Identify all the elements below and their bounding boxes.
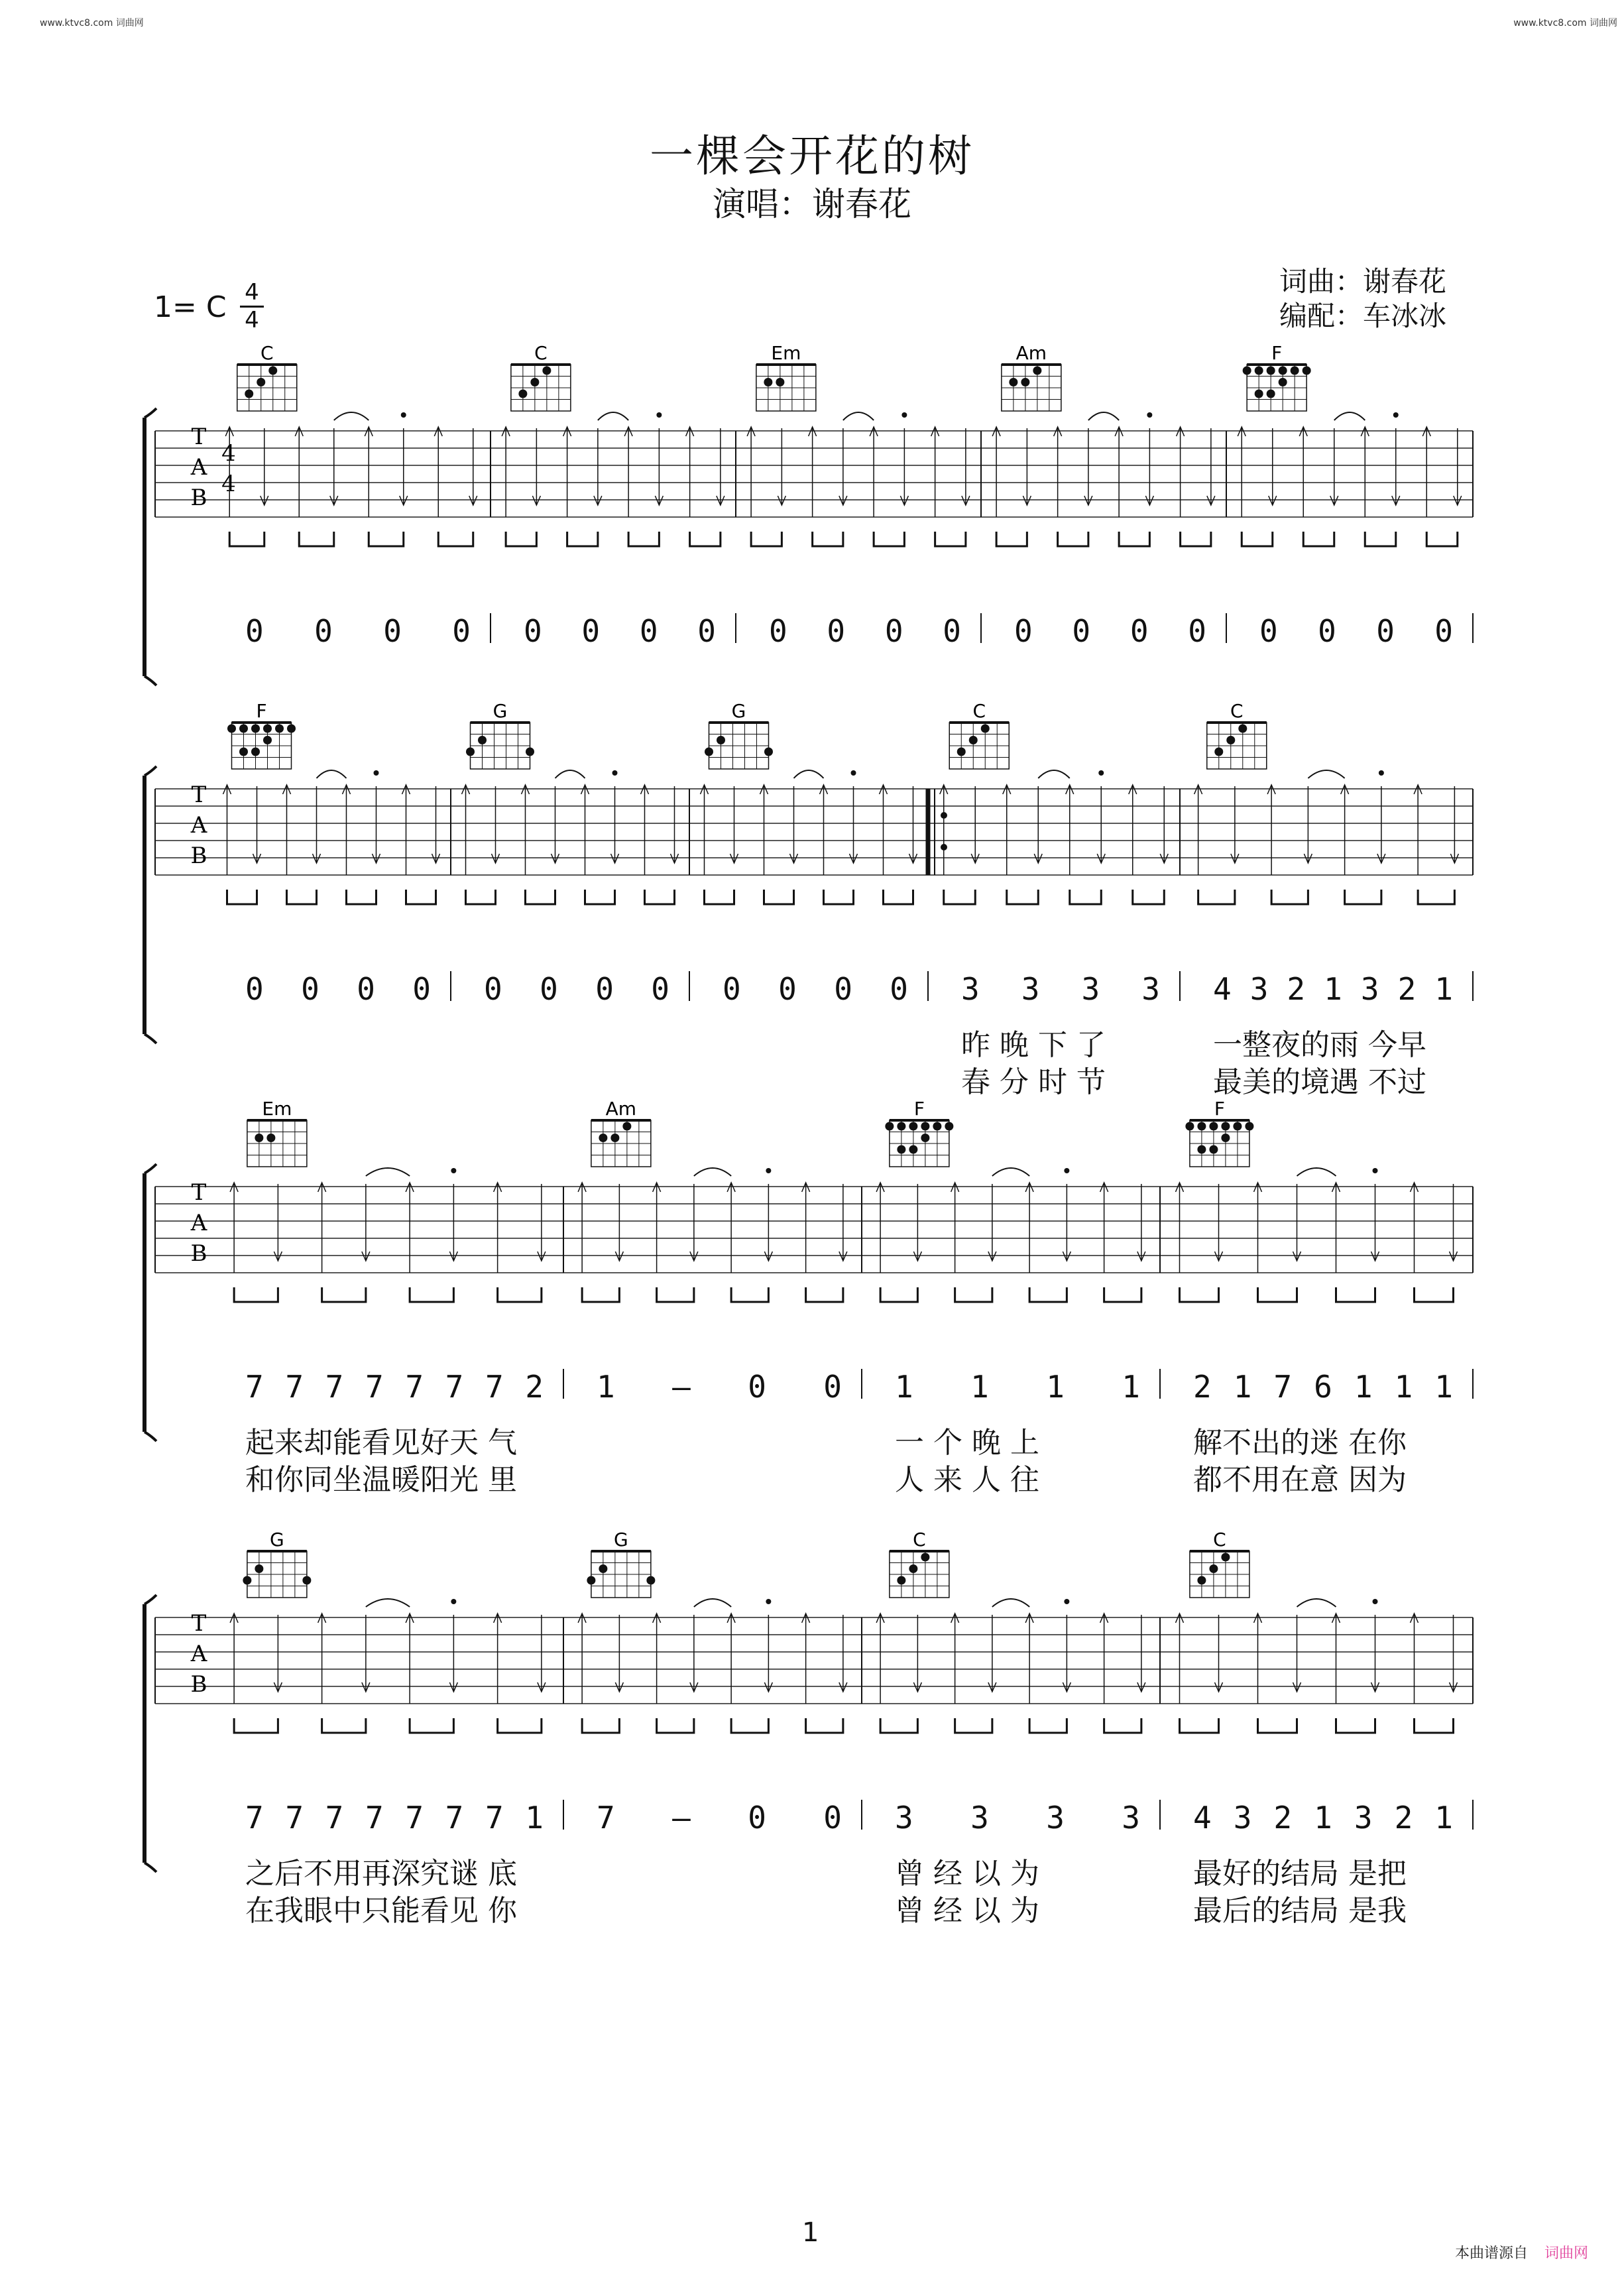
staccato-dot — [374, 770, 379, 776]
chord-finger-dot — [1197, 1576, 1206, 1585]
staccato-dot — [1064, 1168, 1069, 1173]
chord-finger-dot — [897, 1576, 905, 1585]
rhythm-beam — [585, 890, 615, 904]
chord-finger-dot — [1226, 736, 1235, 744]
rhythm-beam — [229, 532, 264, 546]
rhythm-beam — [1303, 532, 1334, 546]
rhythm-beam — [1418, 890, 1454, 904]
chord-finger-dot — [1291, 367, 1299, 375]
rhythm-beam — [410, 1287, 453, 1302]
chord-finger-dot — [921, 1134, 929, 1142]
page-number: 1 — [802, 2217, 819, 2248]
chord-finger-dot — [1009, 378, 1017, 386]
rhythm-beam — [1415, 1718, 1454, 1733]
chord-name: C — [1230, 700, 1244, 722]
tab-letter-t: T — [191, 1179, 207, 1206]
staccato-dot — [766, 1168, 771, 1173]
staccato-dot — [656, 412, 662, 418]
bracket-top-curl — [145, 1595, 156, 1604]
notation-measure: 7 7 7 7 7 7 7 2 — [245, 1369, 544, 1405]
staccato-dot — [1098, 770, 1104, 776]
chord-name: F — [256, 700, 267, 722]
rhythm-beam — [944, 890, 976, 904]
tie-arc — [317, 770, 347, 778]
notation-measure: 0 0 0 0 — [1259, 613, 1453, 649]
time-sig-bottom: 4 — [245, 307, 259, 333]
chord-finger-dot — [255, 1134, 263, 1142]
chord-finger-dot — [542, 367, 551, 375]
header-right-url: www.ktvc8.com 词曲网 — [1513, 18, 1617, 29]
chord-finger-dot — [897, 1145, 905, 1154]
chord-name: Em — [262, 1098, 292, 1120]
rhythm-beam — [1258, 1718, 1297, 1733]
rhythm-beam — [1058, 532, 1088, 546]
chord-finger-dot — [1303, 367, 1311, 375]
tie-arc — [366, 1168, 410, 1176]
tab-letter-b: B — [190, 843, 207, 869]
staccato-dot — [1393, 412, 1399, 418]
notation-measure: 4 3 2 1 3 2 1 — [1213, 971, 1453, 1007]
rhythm-beam — [764, 890, 794, 904]
chord-finger-dot — [909, 1564, 917, 1573]
chord-finger-dot — [263, 725, 272, 733]
rhythm-beam — [996, 532, 1027, 546]
staccato-dot — [451, 1599, 456, 1604]
rhythm-beam — [526, 890, 555, 904]
rhythm-beam — [369, 532, 404, 546]
rhythm-beam — [299, 532, 334, 546]
notation-measure: 0 0 0 0 — [484, 971, 669, 1007]
chord-name: C — [913, 1529, 926, 1551]
chord-diagram — [243, 1529, 311, 1598]
chord-finger-dot — [921, 1122, 929, 1131]
tab-letter-b: B — [190, 1240, 207, 1267]
notation-measure: 0 0 0 0 — [1014, 613, 1206, 649]
rhythm-beam — [731, 1718, 768, 1733]
chord-name: F — [1271, 342, 1283, 364]
rhythm-beam — [880, 1287, 917, 1302]
notation-measure: 0 0 0 0 — [524, 613, 716, 649]
chord-name: F — [1214, 1098, 1225, 1120]
rhythm-beam — [1104, 1718, 1141, 1733]
chord-diagram — [237, 342, 297, 411]
rhythm-beam — [1242, 532, 1273, 546]
rhythm-beam — [582, 1718, 619, 1733]
lyric-line-2: 都不用在意 因为 — [1193, 1463, 1407, 1497]
chord-diagram — [885, 1098, 953, 1167]
chord-finger-dot — [1279, 367, 1287, 375]
lyric-line-2: 人 来 人 往 — [895, 1463, 1039, 1497]
chord-finger-dot — [251, 748, 260, 756]
notation-measure: 7 7 7 7 7 7 7 1 — [245, 1800, 544, 1836]
footer-brand: 词曲网 — [1544, 2245, 1589, 2262]
rhythm-beam — [582, 1287, 619, 1302]
chord-finger-dot — [268, 367, 277, 375]
rhythm-beam — [751, 532, 782, 546]
chord-name: Em — [771, 342, 801, 364]
rhythm-beam — [824, 890, 854, 904]
tie-arc — [992, 1168, 1029, 1176]
bracket-top-curl — [145, 1164, 156, 1173]
chord-finger-dot — [1197, 1145, 1206, 1154]
notation-measure: 0 0 0 0 — [245, 613, 471, 649]
staccato-dot — [451, 1168, 456, 1173]
lyric-line-2: 曾 经 以 为 — [895, 1894, 1039, 1928]
bracket-bottom-curl — [145, 1034, 156, 1043]
rhythm-beam — [506, 532, 536, 546]
lyric-line-1: 最好的结局 是把 — [1193, 1857, 1407, 1891]
lyric-line-1: 一整夜的雨 今早 — [1213, 1028, 1426, 1062]
rhythm-beam — [874, 532, 904, 546]
rhythm-beam — [1336, 1287, 1375, 1302]
chord-finger-dot — [921, 1553, 929, 1562]
rhythm-beam — [628, 532, 659, 546]
tab-letter-a: A — [190, 454, 207, 481]
chord-finger-dot — [243, 1576, 251, 1585]
lyric-line-2: 最美的境遇 不过 — [1213, 1065, 1426, 1099]
chord-finger-dot — [1243, 367, 1251, 375]
rhythm-beam — [880, 1718, 917, 1733]
rhythm-beam — [227, 890, 257, 904]
staccato-dot — [612, 770, 618, 776]
rhythm-beam — [806, 1718, 843, 1733]
chord-finger-dot — [1209, 1145, 1218, 1154]
chord-finger-dot — [776, 378, 784, 386]
tie-arc — [1308, 770, 1344, 778]
chord-diagram — [591, 1098, 651, 1167]
lyric-line-2: 最后的结局 是我 — [1193, 1894, 1407, 1928]
rhythm-beam — [1345, 890, 1381, 904]
chord-diagram — [890, 1529, 949, 1598]
chord-diagram — [1185, 1098, 1253, 1167]
tab-letter-t: T — [191, 424, 207, 450]
rhythm-beam — [1271, 890, 1308, 904]
tie-arc — [843, 412, 874, 420]
chord-name: C — [534, 342, 548, 364]
chord-diagram — [756, 342, 816, 411]
notation-measure: 0 0 0 0 — [769, 613, 961, 649]
rhythm-beam — [1181, 532, 1211, 546]
chord-name: C — [260, 342, 274, 364]
rhythm-beam — [1070, 890, 1102, 904]
chord-finger-dot — [266, 1134, 275, 1142]
rhythm-beam — [645, 890, 675, 904]
rhythm-beam — [466, 890, 496, 904]
chord-finger-dot — [245, 390, 253, 398]
tie-arc — [598, 412, 628, 420]
chord-finger-dot — [466, 748, 475, 756]
lyric-line-2: 春 分 时 节 — [961, 1065, 1106, 1099]
rhythm-beam — [1180, 1287, 1219, 1302]
bracket-bottom-curl — [145, 1863, 156, 1872]
rhythm-beam — [322, 1287, 366, 1302]
chord-finger-dot — [717, 736, 725, 744]
chord-finger-dot — [302, 1576, 311, 1585]
rhythm-beam — [1258, 1287, 1297, 1302]
notation-measure: 1 – 0 0 — [597, 1369, 842, 1405]
staccato-dot — [1064, 1599, 1069, 1604]
lyric-line-2: 和你同坐温暖阳光 里 — [245, 1463, 517, 1497]
lyric-line-2: 在我眼中只能看见 你 — [245, 1894, 517, 1928]
notation-measure: 0 0 0 0 — [245, 971, 431, 1007]
chord-finger-dot — [1214, 748, 1223, 756]
lyric-music-credit: 词曲：谢春花 — [1279, 265, 1447, 298]
tie-arc — [1038, 770, 1070, 778]
chord-finger-dot — [1185, 1122, 1194, 1131]
chord-name: Am — [1015, 342, 1047, 364]
tab-time-sig: 4 — [221, 440, 236, 467]
rhythm-beam — [1198, 890, 1235, 904]
tab-letter-b: B — [190, 485, 207, 511]
rhythm-beam — [955, 1287, 992, 1302]
chord-finger-dot — [1279, 378, 1287, 386]
chord-finger-dot — [1221, 1553, 1230, 1562]
chord-finger-dot — [257, 378, 265, 386]
rhythm-beam — [955, 1718, 992, 1733]
rhythm-beam — [1336, 1718, 1375, 1733]
lyric-line-1: 昨 晚 下 了 — [961, 1028, 1106, 1062]
notation-measure: 1 1 1 1 — [895, 1369, 1140, 1405]
tab-letter-a: A — [190, 1210, 207, 1236]
staccato-dot — [766, 1599, 771, 1604]
chord-name: Am — [605, 1098, 637, 1120]
rhythm-beam — [1180, 1718, 1219, 1733]
staccato-dot — [901, 412, 907, 418]
chord-finger-dot — [1245, 1122, 1253, 1131]
chord-finger-dot — [478, 736, 487, 744]
chord-finger-dot — [518, 390, 527, 398]
chord-name: G — [270, 1529, 284, 1551]
song-title: 一棵会开花的树 — [650, 131, 974, 182]
chord-finger-dot — [1221, 1122, 1230, 1131]
chord-finger-dot — [599, 1134, 607, 1142]
chord-diagram — [247, 1098, 307, 1167]
rhythm-beam — [234, 1287, 278, 1302]
chord-finger-dot — [1209, 1564, 1218, 1573]
rhythm-beam — [498, 1287, 542, 1302]
lyric-line-1: 曾 经 以 为 — [895, 1857, 1039, 1891]
notation-measure: 3 3 3 3 — [961, 971, 1160, 1007]
footer-source: 本曲谱源自 — [1455, 2245, 1529, 2262]
chord-finger-dot — [909, 1122, 917, 1131]
tie-arc — [1297, 1599, 1336, 1607]
chord-finger-dot — [251, 725, 260, 733]
chord-name: G — [614, 1529, 628, 1551]
chord-finger-dot — [764, 378, 772, 386]
chord-finger-dot — [764, 748, 773, 756]
notation-measure: 4 3 2 1 3 2 1 — [1193, 1800, 1453, 1836]
tie-arc — [1297, 1168, 1336, 1176]
rhythm-beam — [657, 1718, 694, 1733]
chord-finger-dot — [526, 748, 534, 756]
rhythm-beam — [690, 532, 721, 546]
chord-finger-dot — [587, 1576, 595, 1585]
notation-measure: 2 1 7 6 1 1 1 — [1193, 1369, 1453, 1405]
chord-finger-dot — [263, 736, 272, 744]
rhythm-beam — [935, 532, 966, 546]
chord-finger-dot — [622, 1122, 631, 1131]
chord-finger-dot — [1197, 1122, 1206, 1131]
chord-finger-dot — [1033, 367, 1041, 375]
staccato-dot — [1373, 1168, 1378, 1173]
tie-arc — [1088, 412, 1119, 420]
tie-arc — [794, 770, 824, 778]
rhythm-beam — [410, 1718, 453, 1733]
rhythm-beam — [1029, 1287, 1067, 1302]
chord-name: C — [972, 700, 986, 722]
chord-finger-dot — [1267, 367, 1275, 375]
chord-diagram — [1190, 1529, 1249, 1598]
chord-diagram — [227, 700, 296, 769]
chord-finger-dot — [255, 1564, 263, 1573]
chord-name: G — [493, 700, 508, 722]
lyric-line-1: 解不出的迷 在你 — [1193, 1426, 1407, 1460]
bracket-bottom-curl — [145, 1432, 156, 1441]
chord-diagram — [587, 1529, 655, 1598]
tab-letter-a: A — [190, 812, 207, 839]
chord-finger-dot — [1238, 725, 1247, 733]
chord-finger-dot — [981, 725, 990, 733]
chord-finger-dot — [530, 378, 539, 386]
rhythm-beam — [347, 890, 377, 904]
chord-finger-dot — [239, 725, 248, 733]
rhythm-beam — [1007, 890, 1039, 904]
arranger-credit: 编配：车冰冰 — [1279, 300, 1447, 332]
tab-letter-b: B — [190, 1671, 207, 1698]
rhythm-beam — [813, 532, 843, 546]
tab-letter-a: A — [190, 1641, 207, 1667]
lyric-line-1: 之后不用再深究谜 底 — [245, 1857, 517, 1891]
lyric-line-1: 起来却能看见好天 气 — [245, 1426, 517, 1460]
lyric-line-1: 一 个 晚 上 — [895, 1426, 1039, 1460]
chord-finger-dot — [945, 1122, 953, 1131]
rhythm-beam — [1029, 1718, 1067, 1733]
chord-finger-dot — [1209, 1122, 1218, 1131]
chord-finger-dot — [969, 736, 978, 744]
staccato-dot — [1147, 412, 1152, 418]
chord-finger-dot — [1221, 1134, 1230, 1142]
notation-measure: 3 3 3 3 — [895, 1800, 1140, 1836]
rhythm-beam — [884, 890, 913, 904]
bracket-top-curl — [145, 766, 156, 776]
chord-diagram — [466, 700, 534, 769]
rhythm-beam — [322, 1718, 366, 1733]
tie-arc — [1334, 412, 1365, 420]
chord-finger-dot — [1233, 1122, 1242, 1131]
tie-arc — [694, 1168, 731, 1176]
tie-arc — [334, 412, 369, 420]
notation-measure: 0 0 0 0 — [723, 971, 908, 1007]
tie-arc — [555, 770, 585, 778]
chord-finger-dot — [1255, 367, 1263, 375]
key-signature: 1= C — [154, 290, 227, 324]
rhythm-beam — [406, 890, 436, 904]
chord-name: C — [1213, 1529, 1226, 1551]
chord-finger-dot — [897, 1122, 905, 1131]
staccato-dot — [851, 770, 856, 776]
tie-arc — [992, 1599, 1029, 1607]
rhythm-beam — [705, 890, 734, 904]
rhythm-beam — [1133, 890, 1165, 904]
staccato-dot — [1379, 770, 1384, 776]
rhythm-beam — [1104, 1287, 1141, 1302]
chord-finger-dot — [275, 725, 284, 733]
time-sig-top: 4 — [245, 279, 259, 306]
chord-finger-dot — [1255, 390, 1263, 398]
chord-finger-dot — [705, 748, 713, 756]
rhythm-beam — [1426, 532, 1458, 546]
rhythm-beam — [567, 532, 598, 546]
staccato-dot — [401, 412, 406, 418]
rhythm-beam — [234, 1718, 278, 1733]
chord-finger-dot — [239, 748, 248, 756]
chord-finger-dot — [287, 725, 296, 733]
chord-finger-dot — [1267, 390, 1275, 398]
rhythm-beam — [498, 1718, 542, 1733]
chord-finger-dot — [1021, 378, 1029, 386]
singer-credit: 演唱：谢春花 — [713, 185, 911, 223]
rhythm-beam — [1119, 532, 1149, 546]
rhythm-beam — [438, 532, 473, 546]
chord-diagram — [1207, 700, 1267, 769]
tab-time-sig: 4 — [221, 471, 236, 497]
tab-letter-t: T — [191, 782, 207, 808]
notation-measure: 7 – 0 0 — [597, 1800, 842, 1836]
chord-name: G — [731, 700, 746, 722]
chord-finger-dot — [885, 1122, 894, 1131]
tab-letter-t: T — [191, 1610, 207, 1637]
chord-finger-dot — [646, 1576, 655, 1585]
rhythm-beam — [1365, 532, 1396, 546]
rhythm-beam — [1415, 1287, 1454, 1302]
rhythm-beam — [806, 1287, 843, 1302]
rhythm-beam — [657, 1287, 694, 1302]
chord-diagram — [511, 342, 571, 411]
chord-finger-dot — [227, 725, 236, 733]
chord-finger-dot — [957, 748, 966, 756]
chord-diagram — [1243, 342, 1311, 411]
chord-diagram — [705, 700, 773, 769]
header-left-url: www.ktvc8.com 词曲网 — [40, 18, 144, 29]
chord-diagram — [1002, 342, 1061, 411]
chord-name: F — [913, 1098, 925, 1120]
rhythm-beam — [731, 1287, 768, 1302]
chord-finger-dot — [909, 1145, 917, 1154]
tie-arc — [694, 1599, 731, 1607]
rhythm-beam — [287, 890, 317, 904]
bracket-bottom-curl — [145, 676, 156, 685]
bracket-top-curl — [145, 408, 156, 418]
tie-arc — [366, 1599, 410, 1607]
staccato-dot — [1373, 1599, 1378, 1604]
chord-diagram — [949, 700, 1009, 769]
chord-finger-dot — [599, 1564, 607, 1573]
chord-finger-dot — [610, 1134, 619, 1142]
chord-finger-dot — [933, 1122, 941, 1131]
